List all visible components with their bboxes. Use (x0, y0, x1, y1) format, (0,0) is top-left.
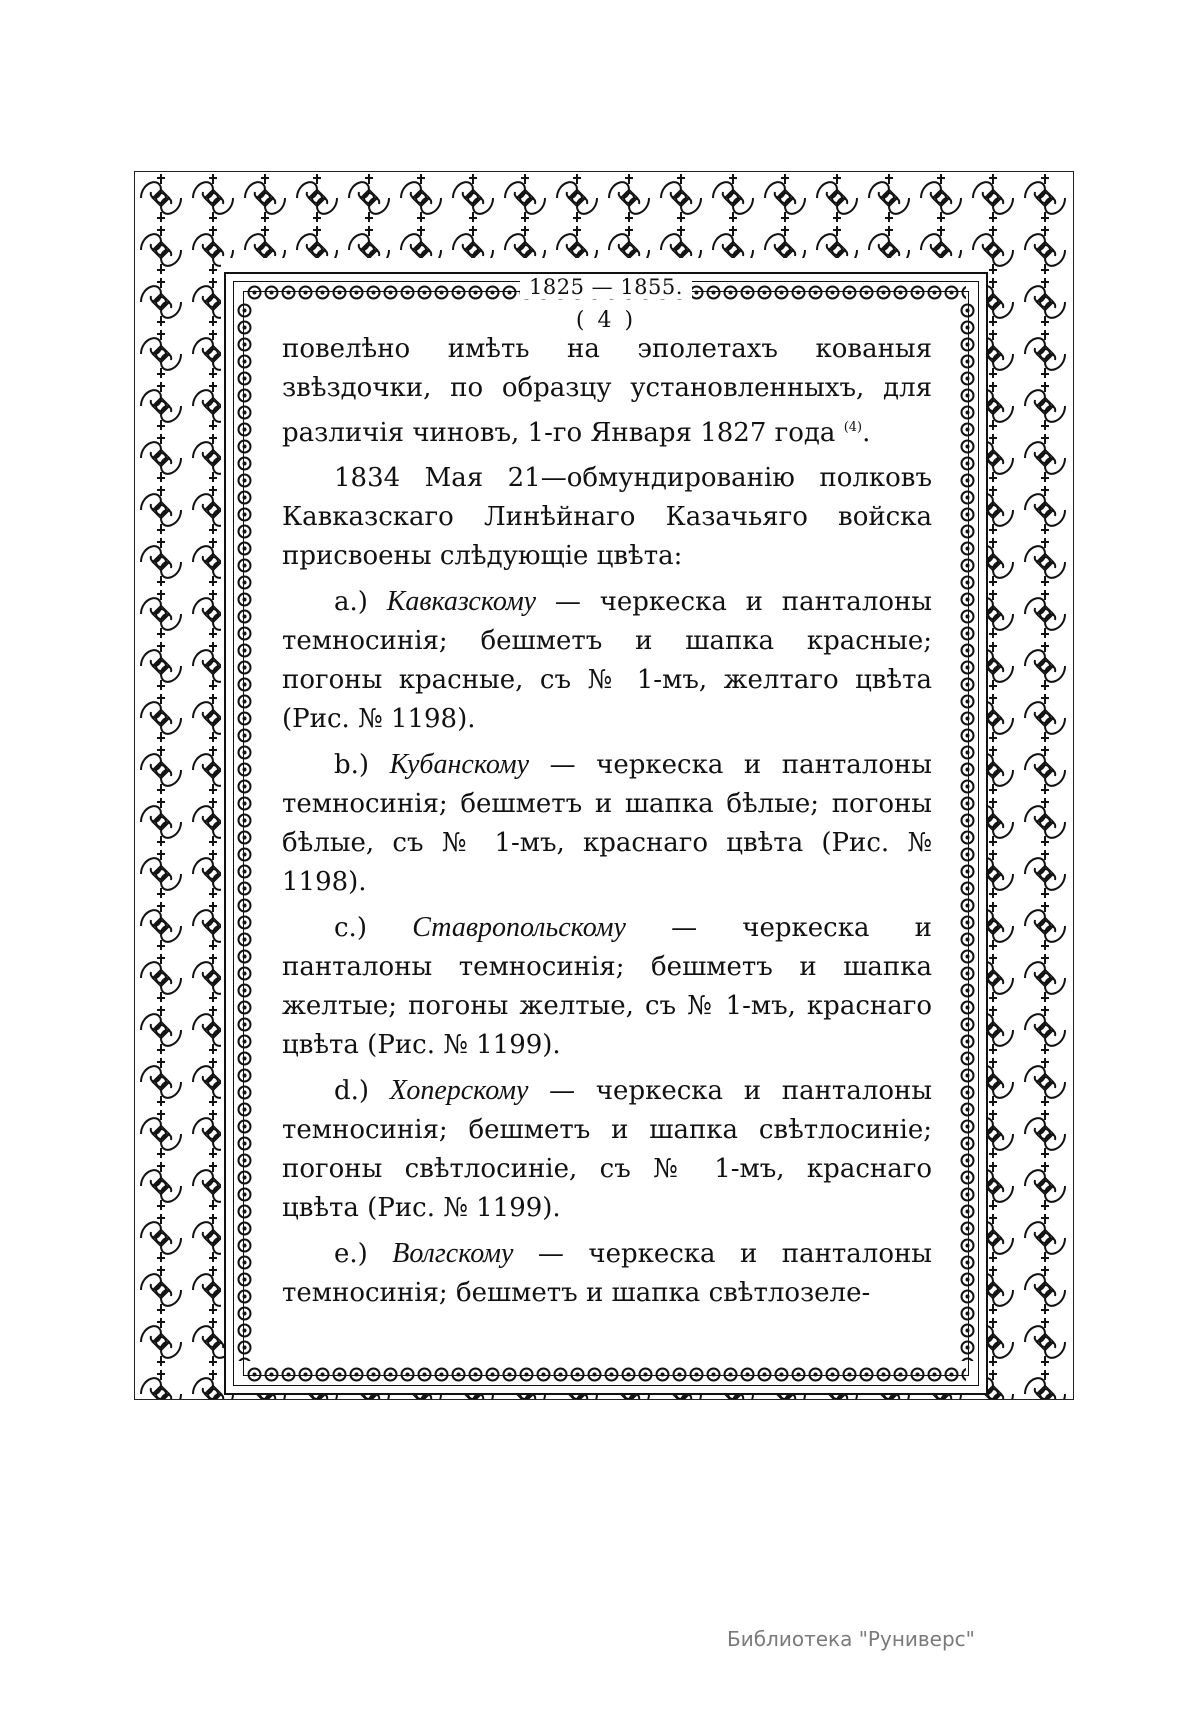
chain-border-right (959, 302, 976, 1361)
list-item: c.) Ставропольскому — черкеска и панталоны темносинія; бешметъ и шапка желтые; погоны желтые, съ № 1-мъ, краснаго цвѣта (Рис. № 1199). (282, 912, 933, 1060)
main-text (282, 330, 932, 1319)
paragraph-2: 1834 Мая 21—обмундированію полковъ Кавказскаго Линѣйнаго Казачьяго войска присвоены слѣдующіе цвѣта: (282, 463, 932, 571)
list-item: d.) Хоперскому — черкеска и панталоны темносинія; бешметъ и шапка свѣтлосиніе; погоны свѣтлосиніе, съ № 1-мъ, краснаго цвѣта (Рис. № 1199). (282, 1075, 933, 1223)
list-item: b.) Кубанскому — черкеска и панталоны темносинія; бешметъ и шапка бѣлые; погоны бѣлые, съ № 1-мъ, краснаго цвѣта (Рис. № 1198). (282, 749, 932, 897)
years-label: 1825 — 1855. (520, 275, 692, 299)
chain-border-left (236, 302, 253, 1361)
footnote-ref: (4) (843, 420, 863, 435)
list-item: e.) Волгскому — черкеска и панталоны темносинія; бешметъ и шапка свѣтлозеле- (282, 1238, 933, 1308)
list-item: a.) Кавказскому — черкеска и панталоны темносинія; бешметъ и шапка красные; погоны красные, съ № 1-мъ, желтаго цвѣта (Рис. № 1198). (282, 586, 933, 734)
page-number: ( 4 ) (575, 308, 637, 333)
inner-page-frame (224, 272, 988, 1395)
header-years (226, 275, 986, 299)
paragraph-1: повелѣно имѣть на эполетахъ кованыя звѣздочки, по образцу установленныхъ, для различія чиновъ, 1-го Января 1827 года $^{(4)}$. (282, 334, 932, 448)
chain-border-bottom (246, 1366, 966, 1383)
library-watermark: Библиотека "Руниверс" (727, 1627, 975, 1651)
